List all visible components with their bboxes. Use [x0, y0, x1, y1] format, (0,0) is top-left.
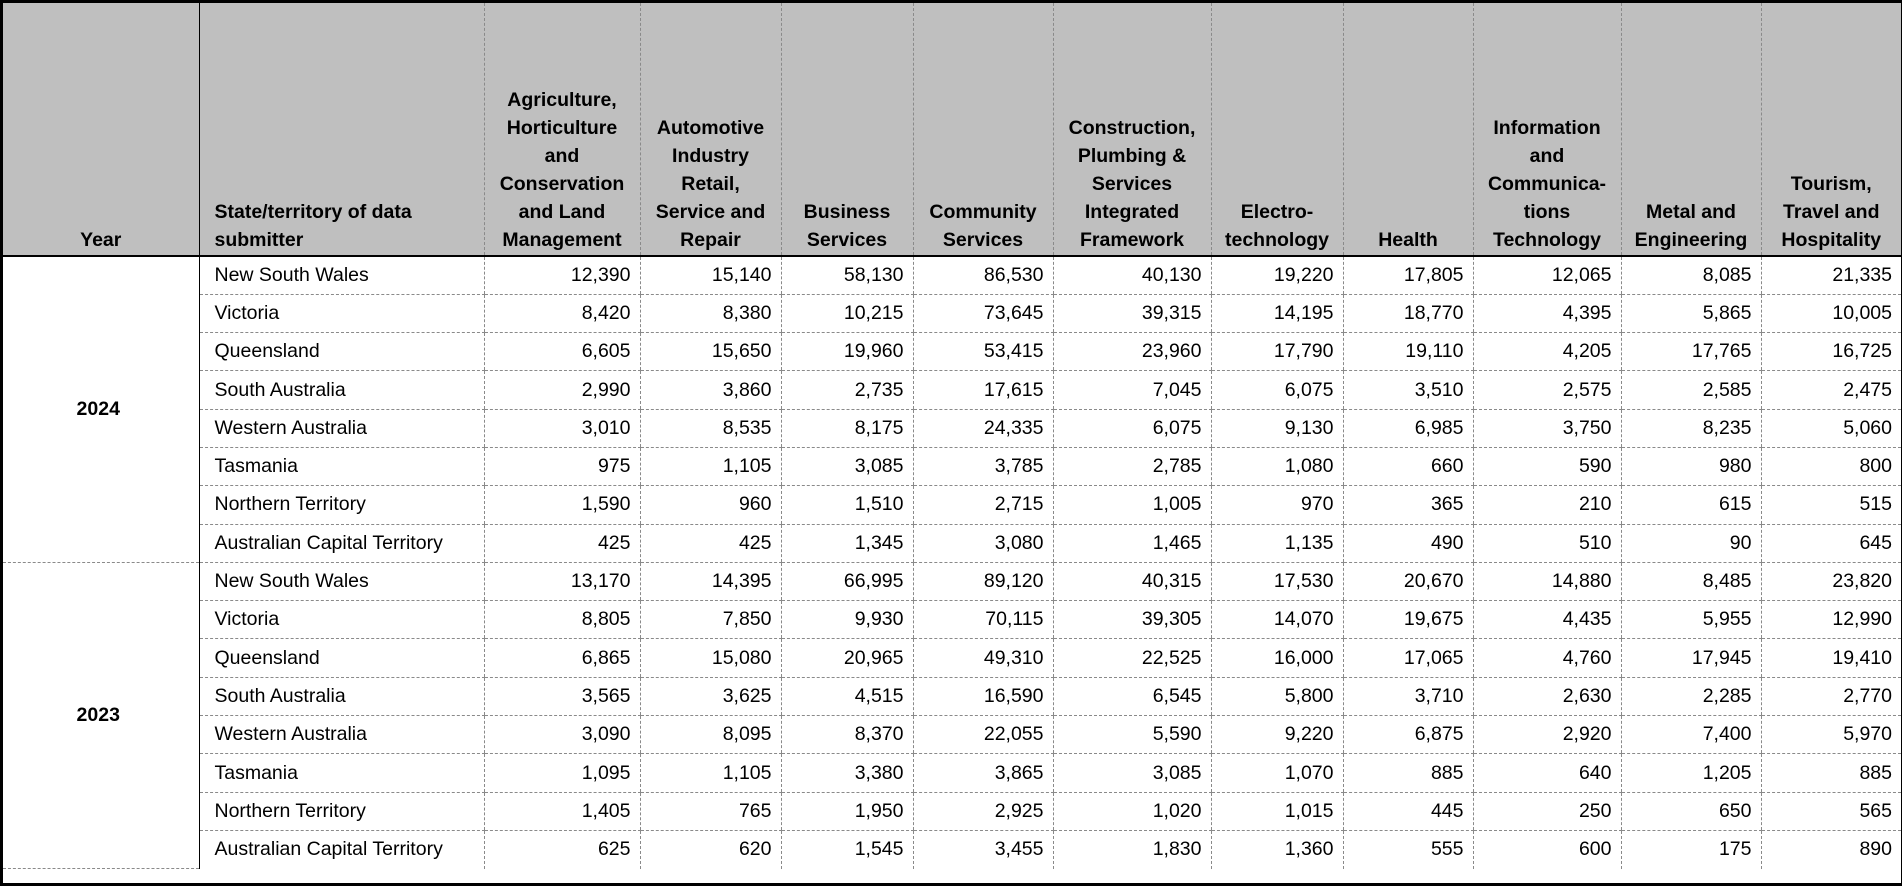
value-cell-automotive: 8,380: [640, 294, 781, 332]
value-cell-business-services: 8,370: [781, 716, 913, 754]
header-construction: Construction, Plumbing & Services Integrated Framework: [1053, 3, 1211, 256]
state-cell: Tasmania: [199, 754, 484, 792]
value-cell-agriculture: 3,565: [484, 677, 640, 715]
value-cell-electrotechnology: 1,070: [1211, 754, 1343, 792]
value-cell-tourism: 2,770: [1761, 677, 1901, 715]
value-cell-community-services: 3,865: [913, 754, 1053, 792]
state-cell: Northern Territory: [199, 486, 484, 524]
header-business-services: Business Services: [781, 3, 913, 256]
value-cell-agriculture: 425: [484, 524, 640, 562]
value-cell-community-services: 24,335: [913, 409, 1053, 447]
header-automotive: Automotive Industry Retail, Service and Repair: [640, 3, 781, 256]
value-cell-community-services: 49,310: [913, 639, 1053, 677]
value-cell-construction: 6,545: [1053, 677, 1211, 715]
value-cell-automotive: 960: [640, 486, 781, 524]
year-cell: 2023: [3, 562, 199, 868]
header-state: State/territory of data submitter: [199, 3, 484, 256]
value-cell-electrotechnology: 5,800: [1211, 677, 1343, 715]
value-cell-business-services: 58,130: [781, 256, 913, 294]
header-health: Health: [1343, 3, 1473, 256]
value-cell-electrotechnology: 6,075: [1211, 371, 1343, 409]
value-cell-ict: 640: [1473, 754, 1621, 792]
value-cell-metal-engineering: 8,485: [1621, 562, 1761, 600]
value-cell-metal-engineering: 8,085: [1621, 256, 1761, 294]
table-row: [3, 447, 1901, 485]
value-cell-automotive: 8,095: [640, 716, 781, 754]
value-cell-ict: 250: [1473, 792, 1621, 830]
value-cell-ict: 590: [1473, 447, 1621, 485]
value-cell-tourism: 5,970: [1761, 716, 1901, 754]
value-cell-health: 490: [1343, 524, 1473, 562]
table-body: [3, 256, 1901, 869]
value-cell-business-services: 8,175: [781, 409, 913, 447]
table-row: [3, 371, 1901, 409]
value-cell-tourism: 885: [1761, 754, 1901, 792]
value-cell-ict: 2,920: [1473, 716, 1621, 754]
header-row: [3, 3, 1901, 256]
value-cell-electrotechnology: 970: [1211, 486, 1343, 524]
value-cell-tourism: 12,990: [1761, 601, 1901, 639]
value-cell-health: 6,985: [1343, 409, 1473, 447]
value-cell-community-services: 22,055: [913, 716, 1053, 754]
value-cell-electrotechnology: 17,790: [1211, 333, 1343, 371]
value-cell-community-services: 70,115: [913, 601, 1053, 639]
value-cell-health: 445: [1343, 792, 1473, 830]
table-row: [3, 294, 1901, 332]
value-cell-metal-engineering: 90: [1621, 524, 1761, 562]
value-cell-ict: 2,630: [1473, 677, 1621, 715]
value-cell-ict: 3,750: [1473, 409, 1621, 447]
value-cell-ict: 210: [1473, 486, 1621, 524]
table-row: [3, 256, 1901, 294]
table-row: [3, 639, 1901, 677]
value-cell-automotive: 14,395: [640, 562, 781, 600]
value-cell-ict: 600: [1473, 830, 1621, 868]
value-cell-agriculture: 3,090: [484, 716, 640, 754]
value-cell-health: 19,110: [1343, 333, 1473, 371]
value-cell-agriculture: 975: [484, 447, 640, 485]
value-cell-automotive: 7,850: [640, 601, 781, 639]
value-cell-business-services: 3,085: [781, 447, 913, 485]
value-cell-automotive: 3,860: [640, 371, 781, 409]
value-cell-agriculture: 3,010: [484, 409, 640, 447]
value-cell-health: 19,675: [1343, 601, 1473, 639]
header-agriculture: Agriculture, Horticulture and Conservation and Land Management: [484, 3, 640, 256]
value-cell-construction: 2,785: [1053, 447, 1211, 485]
state-cell: Tasmania: [199, 447, 484, 485]
value-cell-metal-engineering: 8,235: [1621, 409, 1761, 447]
value-cell-ict: 4,395: [1473, 294, 1621, 332]
header-metal-engineering: Metal and Engineering: [1621, 3, 1761, 256]
value-cell-construction: 1,020: [1053, 792, 1211, 830]
value-cell-business-services: 2,735: [781, 371, 913, 409]
value-cell-business-services: 1,345: [781, 524, 913, 562]
value-cell-automotive: 765: [640, 792, 781, 830]
value-cell-metal-engineering: 5,865: [1621, 294, 1761, 332]
value-cell-metal-engineering: 5,955: [1621, 601, 1761, 639]
value-cell-electrotechnology: 9,130: [1211, 409, 1343, 447]
value-cell-business-services: 66,995: [781, 562, 913, 600]
value-cell-tourism: 645: [1761, 524, 1901, 562]
state-cell: Western Australia: [199, 409, 484, 447]
value-cell-tourism: 5,060: [1761, 409, 1901, 447]
value-cell-health: 885: [1343, 754, 1473, 792]
table-row: [3, 333, 1901, 371]
value-cell-agriculture: 12,390: [484, 256, 640, 294]
value-cell-community-services: 3,785: [913, 447, 1053, 485]
value-cell-tourism: 19,410: [1761, 639, 1901, 677]
value-cell-construction: 1,465: [1053, 524, 1211, 562]
value-cell-metal-engineering: 17,945: [1621, 639, 1761, 677]
value-cell-tourism: 2,475: [1761, 371, 1901, 409]
value-cell-health: 555: [1343, 830, 1473, 868]
state-cell: Australian Capital Territory: [199, 524, 484, 562]
value-cell-electrotechnology: 19,220: [1211, 256, 1343, 294]
value-cell-construction: 40,315: [1053, 562, 1211, 600]
value-cell-tourism: 16,725: [1761, 333, 1901, 371]
value-cell-community-services: 53,415: [913, 333, 1053, 371]
value-cell-business-services: 1,545: [781, 830, 913, 868]
value-cell-electrotechnology: 14,070: [1211, 601, 1343, 639]
value-cell-business-services: 9,930: [781, 601, 913, 639]
header-year: Year: [3, 3, 199, 256]
value-cell-business-services: 20,965: [781, 639, 913, 677]
state-cell: Victoria: [199, 601, 484, 639]
value-cell-tourism: 23,820: [1761, 562, 1901, 600]
value-cell-ict: 510: [1473, 524, 1621, 562]
value-cell-business-services: 1,510: [781, 486, 913, 524]
state-cell: Northern Territory: [199, 792, 484, 830]
value-cell-ict: 14,880: [1473, 562, 1621, 600]
value-cell-construction: 40,130: [1053, 256, 1211, 294]
value-cell-construction: 23,960: [1053, 333, 1211, 371]
value-cell-metal-engineering: 1,205: [1621, 754, 1761, 792]
value-cell-community-services: 89,120: [913, 562, 1053, 600]
value-cell-construction: 3,085: [1053, 754, 1211, 792]
value-cell-metal-engineering: 175: [1621, 830, 1761, 868]
value-cell-tourism: 21,335: [1761, 256, 1901, 294]
value-cell-construction: 1,830: [1053, 830, 1211, 868]
table-row: [3, 754, 1901, 792]
value-cell-ict: 4,435: [1473, 601, 1621, 639]
value-cell-agriculture: 625: [484, 830, 640, 868]
value-cell-agriculture: 6,605: [484, 333, 640, 371]
table-row: [3, 601, 1901, 639]
value-cell-health: 20,670: [1343, 562, 1473, 600]
value-cell-ict: 12,065: [1473, 256, 1621, 294]
value-cell-business-services: 4,515: [781, 677, 913, 715]
state-cell: New South Wales: [199, 562, 484, 600]
value-cell-automotive: 1,105: [640, 447, 781, 485]
year-cell: 2024: [3, 256, 199, 562]
value-cell-metal-engineering: 980: [1621, 447, 1761, 485]
value-cell-automotive: 425: [640, 524, 781, 562]
state-cell: Australian Capital Territory: [199, 830, 484, 868]
value-cell-health: 18,770: [1343, 294, 1473, 332]
value-cell-agriculture: 8,420: [484, 294, 640, 332]
table-row: [3, 716, 1901, 754]
state-cell: South Australia: [199, 677, 484, 715]
value-cell-electrotechnology: 1,080: [1211, 447, 1343, 485]
value-cell-electrotechnology: 1,135: [1211, 524, 1343, 562]
table-row: [3, 562, 1901, 600]
table-row: [3, 677, 1901, 715]
value-cell-ict: 4,760: [1473, 639, 1621, 677]
value-cell-construction: 5,590: [1053, 716, 1211, 754]
state-cell: Western Australia: [199, 716, 484, 754]
value-cell-construction: 1,005: [1053, 486, 1211, 524]
header-tourism: Tourism, Travel and Hospitality: [1761, 3, 1901, 256]
value-cell-construction: 39,305: [1053, 601, 1211, 639]
value-cell-metal-engineering: 615: [1621, 486, 1761, 524]
value-cell-health: 365: [1343, 486, 1473, 524]
value-cell-metal-engineering: 17,765: [1621, 333, 1761, 371]
state-cell: South Australia: [199, 371, 484, 409]
value-cell-community-services: 3,080: [913, 524, 1053, 562]
vet-data-table: [3, 3, 1901, 869]
value-cell-business-services: 1,950: [781, 792, 913, 830]
value-cell-health: 660: [1343, 447, 1473, 485]
state-cell: Victoria: [199, 294, 484, 332]
value-cell-metal-engineering: 650: [1621, 792, 1761, 830]
value-cell-community-services: 73,645: [913, 294, 1053, 332]
value-cell-agriculture: 8,805: [484, 601, 640, 639]
table-row: [3, 524, 1901, 562]
value-cell-business-services: 19,960: [781, 333, 913, 371]
state-cell: Queensland: [199, 333, 484, 371]
value-cell-metal-engineering: 2,285: [1621, 677, 1761, 715]
value-cell-construction: 39,315: [1053, 294, 1211, 332]
state-cell: Queensland: [199, 639, 484, 677]
value-cell-automotive: 15,080: [640, 639, 781, 677]
value-cell-ict: 2,575: [1473, 371, 1621, 409]
value-cell-automotive: 8,535: [640, 409, 781, 447]
value-cell-tourism: 10,005: [1761, 294, 1901, 332]
value-cell-automotive: 1,105: [640, 754, 781, 792]
value-cell-construction: 22,525: [1053, 639, 1211, 677]
value-cell-health: 17,065: [1343, 639, 1473, 677]
value-cell-tourism: 515: [1761, 486, 1901, 524]
value-cell-ict: 4,205: [1473, 333, 1621, 371]
value-cell-electrotechnology: 16,000: [1211, 639, 1343, 677]
value-cell-health: 3,710: [1343, 677, 1473, 715]
value-cell-automotive: 620: [640, 830, 781, 868]
value-cell-construction: 6,075: [1053, 409, 1211, 447]
value-cell-health: 3,510: [1343, 371, 1473, 409]
value-cell-metal-engineering: 7,400: [1621, 716, 1761, 754]
value-cell-agriculture: 1,590: [484, 486, 640, 524]
table-row: [3, 486, 1901, 524]
value-cell-automotive: 15,650: [640, 333, 781, 371]
value-cell-business-services: 10,215: [781, 294, 913, 332]
header-community-services: Community Services: [913, 3, 1053, 256]
state-cell: New South Wales: [199, 256, 484, 294]
value-cell-electrotechnology: 1,360: [1211, 830, 1343, 868]
value-cell-health: 6,875: [1343, 716, 1473, 754]
value-cell-community-services: 2,715: [913, 486, 1053, 524]
value-cell-electrotechnology: 17,530: [1211, 562, 1343, 600]
table-row: [3, 792, 1901, 830]
value-cell-automotive: 3,625: [640, 677, 781, 715]
value-cell-electrotechnology: 9,220: [1211, 716, 1343, 754]
value-cell-community-services: 86,530: [913, 256, 1053, 294]
header-electrotechnology: Electro-technology: [1211, 3, 1343, 256]
value-cell-agriculture: 1,095: [484, 754, 640, 792]
value-cell-tourism: 565: [1761, 792, 1901, 830]
value-cell-electrotechnology: 14,195: [1211, 294, 1343, 332]
value-cell-metal-engineering: 2,585: [1621, 371, 1761, 409]
value-cell-tourism: 800: [1761, 447, 1901, 485]
value-cell-automotive: 15,140: [640, 256, 781, 294]
value-cell-agriculture: 2,990: [484, 371, 640, 409]
table-row: [3, 409, 1901, 447]
value-cell-electrotechnology: 1,015: [1211, 792, 1343, 830]
value-cell-community-services: 2,925: [913, 792, 1053, 830]
table-row: [3, 830, 1901, 868]
value-cell-health: 17,805: [1343, 256, 1473, 294]
value-cell-community-services: 17,615: [913, 371, 1053, 409]
value-cell-business-services: 3,380: [781, 754, 913, 792]
value-cell-tourism: 890: [1761, 830, 1901, 868]
value-cell-community-services: 16,590: [913, 677, 1053, 715]
value-cell-construction: 7,045: [1053, 371, 1211, 409]
value-cell-agriculture: 1,405: [484, 792, 640, 830]
value-cell-agriculture: 13,170: [484, 562, 640, 600]
value-cell-community-services: 3,455: [913, 830, 1053, 868]
value-cell-agriculture: 6,865: [484, 639, 640, 677]
header-ict: Information and Communica-tions Technology: [1473, 3, 1621, 256]
